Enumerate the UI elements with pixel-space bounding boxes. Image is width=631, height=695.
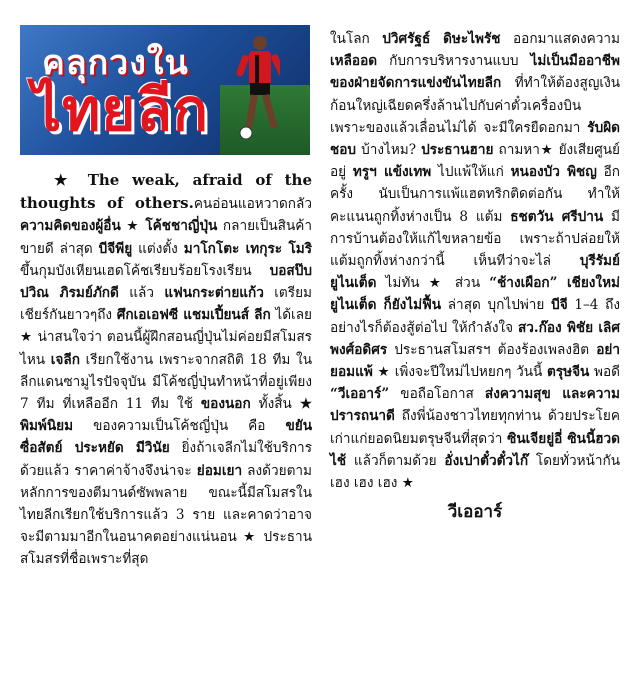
right-s3: ไม่เป็นมืออาชีพ <box>530 53 620 70</box>
left-t12: ลงด้วยตามหลักการของตีมานด์ซัพพลาย ขณะนี้มีสโมสรในไทยลีกเรียกใช้บริการแล้ว 3 ราย และคาดว่าอาจจะมีตามมาอีกในอนาคตอย่างแน่นอน ★ ประธานสโมสรที่ชื่อเพราะที่สุด <box>20 462 312 568</box>
right-t3: กับการบริหารงานแบบ <box>377 53 531 70</box>
right-s2: เหลืออด <box>330 53 378 70</box>
player-photo-icon <box>234 33 280 143</box>
left-s6: แฟนกระต่ายแก้ว <box>164 285 264 302</box>
right-t15: ★ เพิ่งจะปีใหม่ไปหยกๆ วันนี้ <box>372 364 547 381</box>
right-t2: ออกมาแสดงความ <box>500 31 620 47</box>
lead-english: ★ The weak, afraid of the thoughts of others. <box>20 171 312 213</box>
left-column <box>20 0 312 571</box>
right-t17: ขอถือโอกาส <box>389 386 485 403</box>
right-t9: อีกครั้ง นับเป็นการแพ้แฮตทริกติดต่อกัน ทำให้คะแนนถูกทิ้งห่างเป็น 8 แต้ม <box>330 164 621 225</box>
left-article-text <box>20 169 312 571</box>
banner-kicker: คลุกวงใน <box>42 43 189 83</box>
left-s5: บอสป๊บ ปวิณ ภิรมย์ภักดี <box>20 262 312 302</box>
left-s11: ขยัน ซื่อสัตย์ ประหยัด มีวินัย <box>20 418 312 457</box>
right-t10: มีการบ้านต้องให้แก้ไขหลายข้อ เพราะถ้าปล่อยให้แต้มถูกทิ้งห่างกว่านี้ เห็นทีว่าจะไล่ <box>330 208 620 270</box>
right-article-text <box>330 28 620 494</box>
column-banner <box>20 25 310 155</box>
left-t3: แต่งตั้ง <box>132 240 184 257</box>
left-t4: ขึ้นกุมบังเหียนเฮดโค้ชเรียบร้อยโรงเรียน <box>20 262 270 279</box>
right-s11: “ช้างเผือก” เชียงใหม่ ยูไนเต็ด ก็ยังไม่ฟื้น <box>330 275 620 314</box>
right-s1: ปวิศรัฐธ์ ดิษะไพรัช <box>382 31 501 47</box>
left-s10: ★ พิมพ์นิยม <box>20 396 312 435</box>
lead-thai: คนอ่อนแอหวาดกลัว <box>193 196 312 213</box>
left-t7: ได้เลย ★ น่าสนใจว่า ตอนนี้ผู้ฝึกสอนญี่ปุ่นไม่ค่อยมีสโมสรไหน <box>20 307 312 368</box>
left-t6: เตรียมเชียร์กันยาวๆถึง <box>20 285 312 324</box>
left-s1: ความคิดของผู้อื่น <box>20 218 121 235</box>
left-s9: ของนอก <box>200 396 251 413</box>
left-t11: ยิ่งถ้าเจลีกไม่ใช้บริการด้วยแล้ว ราคาค่าจ้างจึงน่าจะ <box>20 440 312 479</box>
right-t19: แล้วก็ตามด้วย <box>346 452 445 469</box>
left-t10: ของความเป็นโค้ชญี่ปุ่น คือ <box>73 418 286 435</box>
right-s18: ซินเจียยู่อี่ ซินนี้ฮวดไช้ <box>330 430 621 469</box>
right-t13: 1–4 ถึงอย่างไรก็ต้องสู้ต่อไป ให้กำลังใจ <box>330 297 620 336</box>
left-t9: ทั้งสิ้น <box>250 396 300 413</box>
right-t16: พอดี <box>589 364 621 381</box>
right-s12: บีจี <box>551 297 568 314</box>
right-t5: ที่ทำให้ต้องสูญเงินก้อนใหญ่เฉียดครึ่งล้านไปกับค่าตั๋วเครื่องบิน เพราะของแล้วเลื่อนไม่ได้ จะมีใครยืดอกมา <box>330 75 620 136</box>
banner-title: ไทยลีก <box>32 76 210 144</box>
right-t14: ประธานสโมสรฯ ต้องร้องเพลงฮิต <box>387 341 597 358</box>
right-t7: ถามหา★ ยังเสียศูนย์อยู่ <box>330 142 620 181</box>
left-s3: บีจีพียู <box>98 240 133 257</box>
right-s16: “วีเออาร์” <box>330 386 390 403</box>
right-column <box>330 0 620 525</box>
left-s7: ศึกเอเอฟซี แชมเปี้ยนส์ ลีก <box>116 307 271 324</box>
right-s4: ของฝ่ายจัดการแข่งขันไทยลีก <box>330 75 502 92</box>
left-s8: เจลีก <box>50 351 80 368</box>
right-t8: ไปแพ้ให้แก่ <box>431 164 511 181</box>
right-s9: ธชตวัน ศรีปาน <box>510 208 604 225</box>
right-t18: ถึงพี่น้องชาวไทยทุกท่าน ด้วยประโยคเก่าแก่ยอดนิยมตรุษจีนที่สุดว่า <box>330 408 620 447</box>
left-t1: ★ <box>120 218 146 235</box>
left-t5: แล้ว <box>118 285 165 302</box>
right-s14: อย่ายอมแพ้ <box>330 341 620 381</box>
left-t8: เรียกใช้งาน เพราะจากสถิติ 18 ทีม ในลีกแดนซามูไรปัจจุบัน มีโค้ชญี่ปุ่นทำหน้าที่อยู่เพียง 7 ทีม ที่เหลืออีก 11 ทีม ใช้ <box>20 351 312 413</box>
right-t11: ไม่ทัน ★ ส่วน <box>376 275 490 292</box>
right-t12: ล่าสุด บุกไปพ่าย <box>441 297 552 314</box>
left-s12: ย่อมเยา <box>196 462 243 479</box>
left-s2: โค้ชชาญี่ปุ่น <box>145 218 218 235</box>
left-s4: มาโกโตะ เทกุระ โมริ <box>183 240 313 257</box>
right-t6: บ้างไหม? <box>356 142 422 159</box>
right-s5: รับผิดชอบ <box>330 119 620 159</box>
right-s10: บุรีรัมย์ ยูไนเต็ด <box>330 253 620 292</box>
right-s17: ส่งความสุข และความปรารถนาดี <box>330 386 620 425</box>
right-s19: อั่งเปาตั๋วตั๋วไก๊ <box>444 452 529 469</box>
right-t1: ในโลก <box>330 31 383 47</box>
right-s8: หนองบัว พิชญ <box>510 164 597 181</box>
right-t20: โดยทั่วหน้ากัน เฮง เฮง เฮง ★ <box>330 452 620 492</box>
left-t2: กลายเป็นสินค้าขายดี ล่าสุด <box>20 218 312 257</box>
right-s13: สว.ก๊อง พิชัย เลิศพงศ์อดิศร <box>330 319 620 358</box>
right-s6: ประธานฮาย <box>421 142 494 159</box>
signature: วีเออาร์ <box>447 502 503 523</box>
right-s15: ตรุษจีน <box>547 364 590 381</box>
right-s7: ทรูฯ แข้งเทพ <box>352 164 432 181</box>
